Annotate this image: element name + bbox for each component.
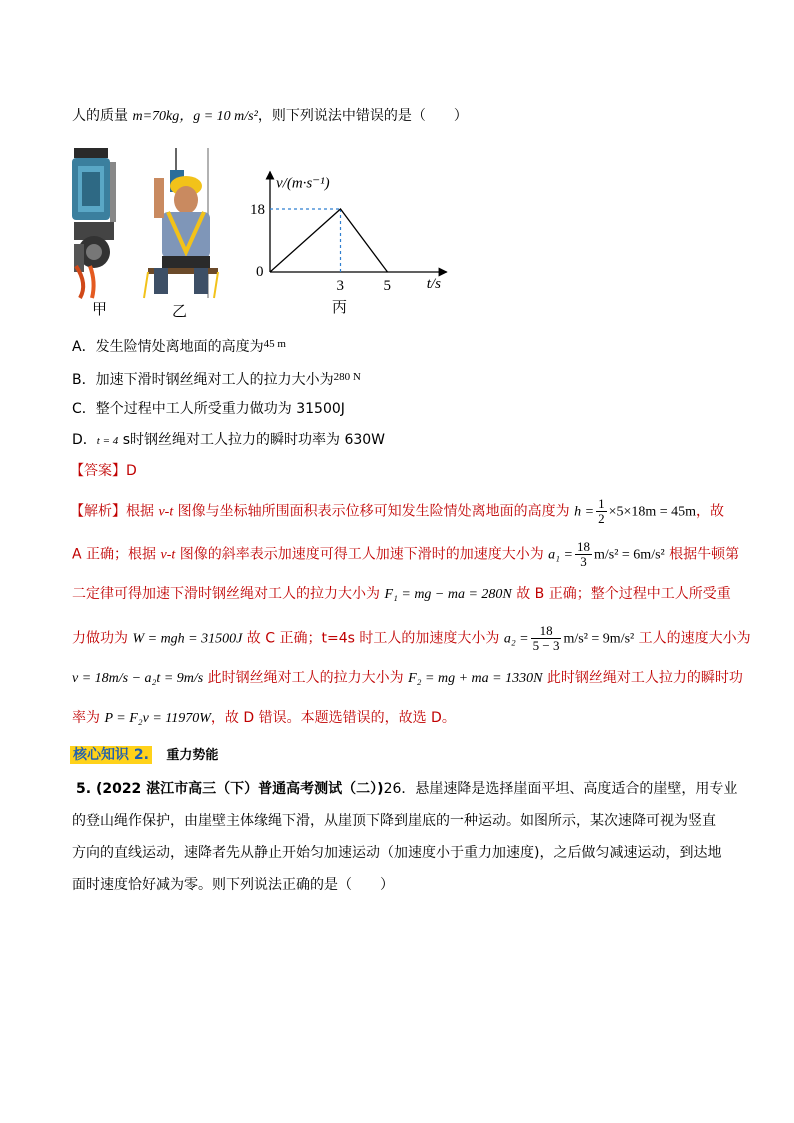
origin-label: 0 <box>256 264 264 280</box>
option-c: C．整个过程中工人所受重力做功为 31500J <box>72 401 345 417</box>
worker-illustration <box>140 148 220 298</box>
q5-line-4: 面时速度恰好减为零。则下列说法正确的是（ ） <box>72 877 394 893</box>
option-a: A．发生险情处离地面的高度为$^{45 m}$ <box>72 338 286 355</box>
fraction-half: $\frac{1}{2}$ <box>598 496 605 526</box>
option-d: D．t = 4 s时钢丝绳对工人拉力的瞬时功率为 630W <box>72 432 386 448</box>
section-title: 重力势能 <box>166 748 219 763</box>
section-heading <box>70 745 218 766</box>
analysis-line-2: A 正确；根据 v-t 图像的斜率表示加速度可得工人加速下滑时的加速度大小为 a₁ = $\frac{18}{3}$ m/s² = 6m/s² 根据牛顿第 <box>72 539 740 569</box>
figure-label-jia: 甲 <box>92 300 108 318</box>
analysis-line-4: 力做功为 W = mgh = 31500J 故 C 正确；t=4s 时工人的加速度大小为 a₂ = $\frac{18}{5 - 3}$ m/s² = 9m/s² 工人的速度大小为 <box>72 623 751 653</box>
section-tag: 核心知识 2. <box>70 746 152 764</box>
analysis-line-1: 【解析】根据 v-t 图像与坐标轴所围面积表示位移可知发生险情处离地面的高度为 h = $\frac{1}{2}$ ×5×18m = 45m，故 <box>70 496 725 526</box>
fraction-a1: $\frac{18}{3}$ <box>576 539 590 569</box>
figure-label-bing: 丙 <box>332 300 348 316</box>
analysis-line-3: 二定律可得加速下滑时钢丝绳对工人的拉力大小为 F₁ = mg − ma = 280N 故 B 正确；整个过程中工人所受重 <box>72 586 731 602</box>
x-tick-5: 5 <box>383 278 391 294</box>
q5-line-3: 方向的直线运动，速降者先从静止开始匀加速运动（加速度小于重力加速度)，之后做匀减速运动，到达地 <box>72 845 722 861</box>
q5-line-1: 5. (2022 湛江市高三（下）普通高考测试（二）)26．悬崖速降是选择崖面平坦、高度适合的崖壁，用专业 <box>76 781 738 797</box>
velocity-series-line <box>270 209 388 272</box>
answer-line: 【答案】D <box>70 463 137 479</box>
x-tick-3: 3 <box>336 278 344 294</box>
analysis-line-5: v = 18m/s − a₂t = 9m/s 此时钢丝绳对工人的拉力大小为 F₂ = mg + ma = 1330N 此时钢丝绳对工人拉力的瞬时功 <box>72 670 743 686</box>
analysis-line-6: 率为 P = F₂v = 11970W，故 D 错误。本题选错误的，故选 D。 <box>72 710 456 726</box>
y-tick-18: 18 <box>250 202 265 218</box>
question-stem: 人的质量 m=70kg，g = 10 m/s²，则下列说法中错误的是（ ） <box>72 108 468 124</box>
figure-label-yi: 乙 <box>172 302 188 320</box>
option-b: B．加速下滑时钢丝绳对工人的拉力大小为$^{280 N}$ <box>72 371 361 388</box>
q5-line-2: 的登山绳作保护，由崖壁主体缘绳下滑，从崖顶下降到崖底的一种运动。如图所示，某次速降可视为竖直 <box>72 813 716 829</box>
x-axis-label: t/s <box>426 276 441 292</box>
device-illustration <box>70 148 130 298</box>
y-axis-label: v/(m·s⁻¹) <box>276 175 330 192</box>
fraction-a2: $\frac{18}{5 - 3}$ <box>532 623 560 653</box>
